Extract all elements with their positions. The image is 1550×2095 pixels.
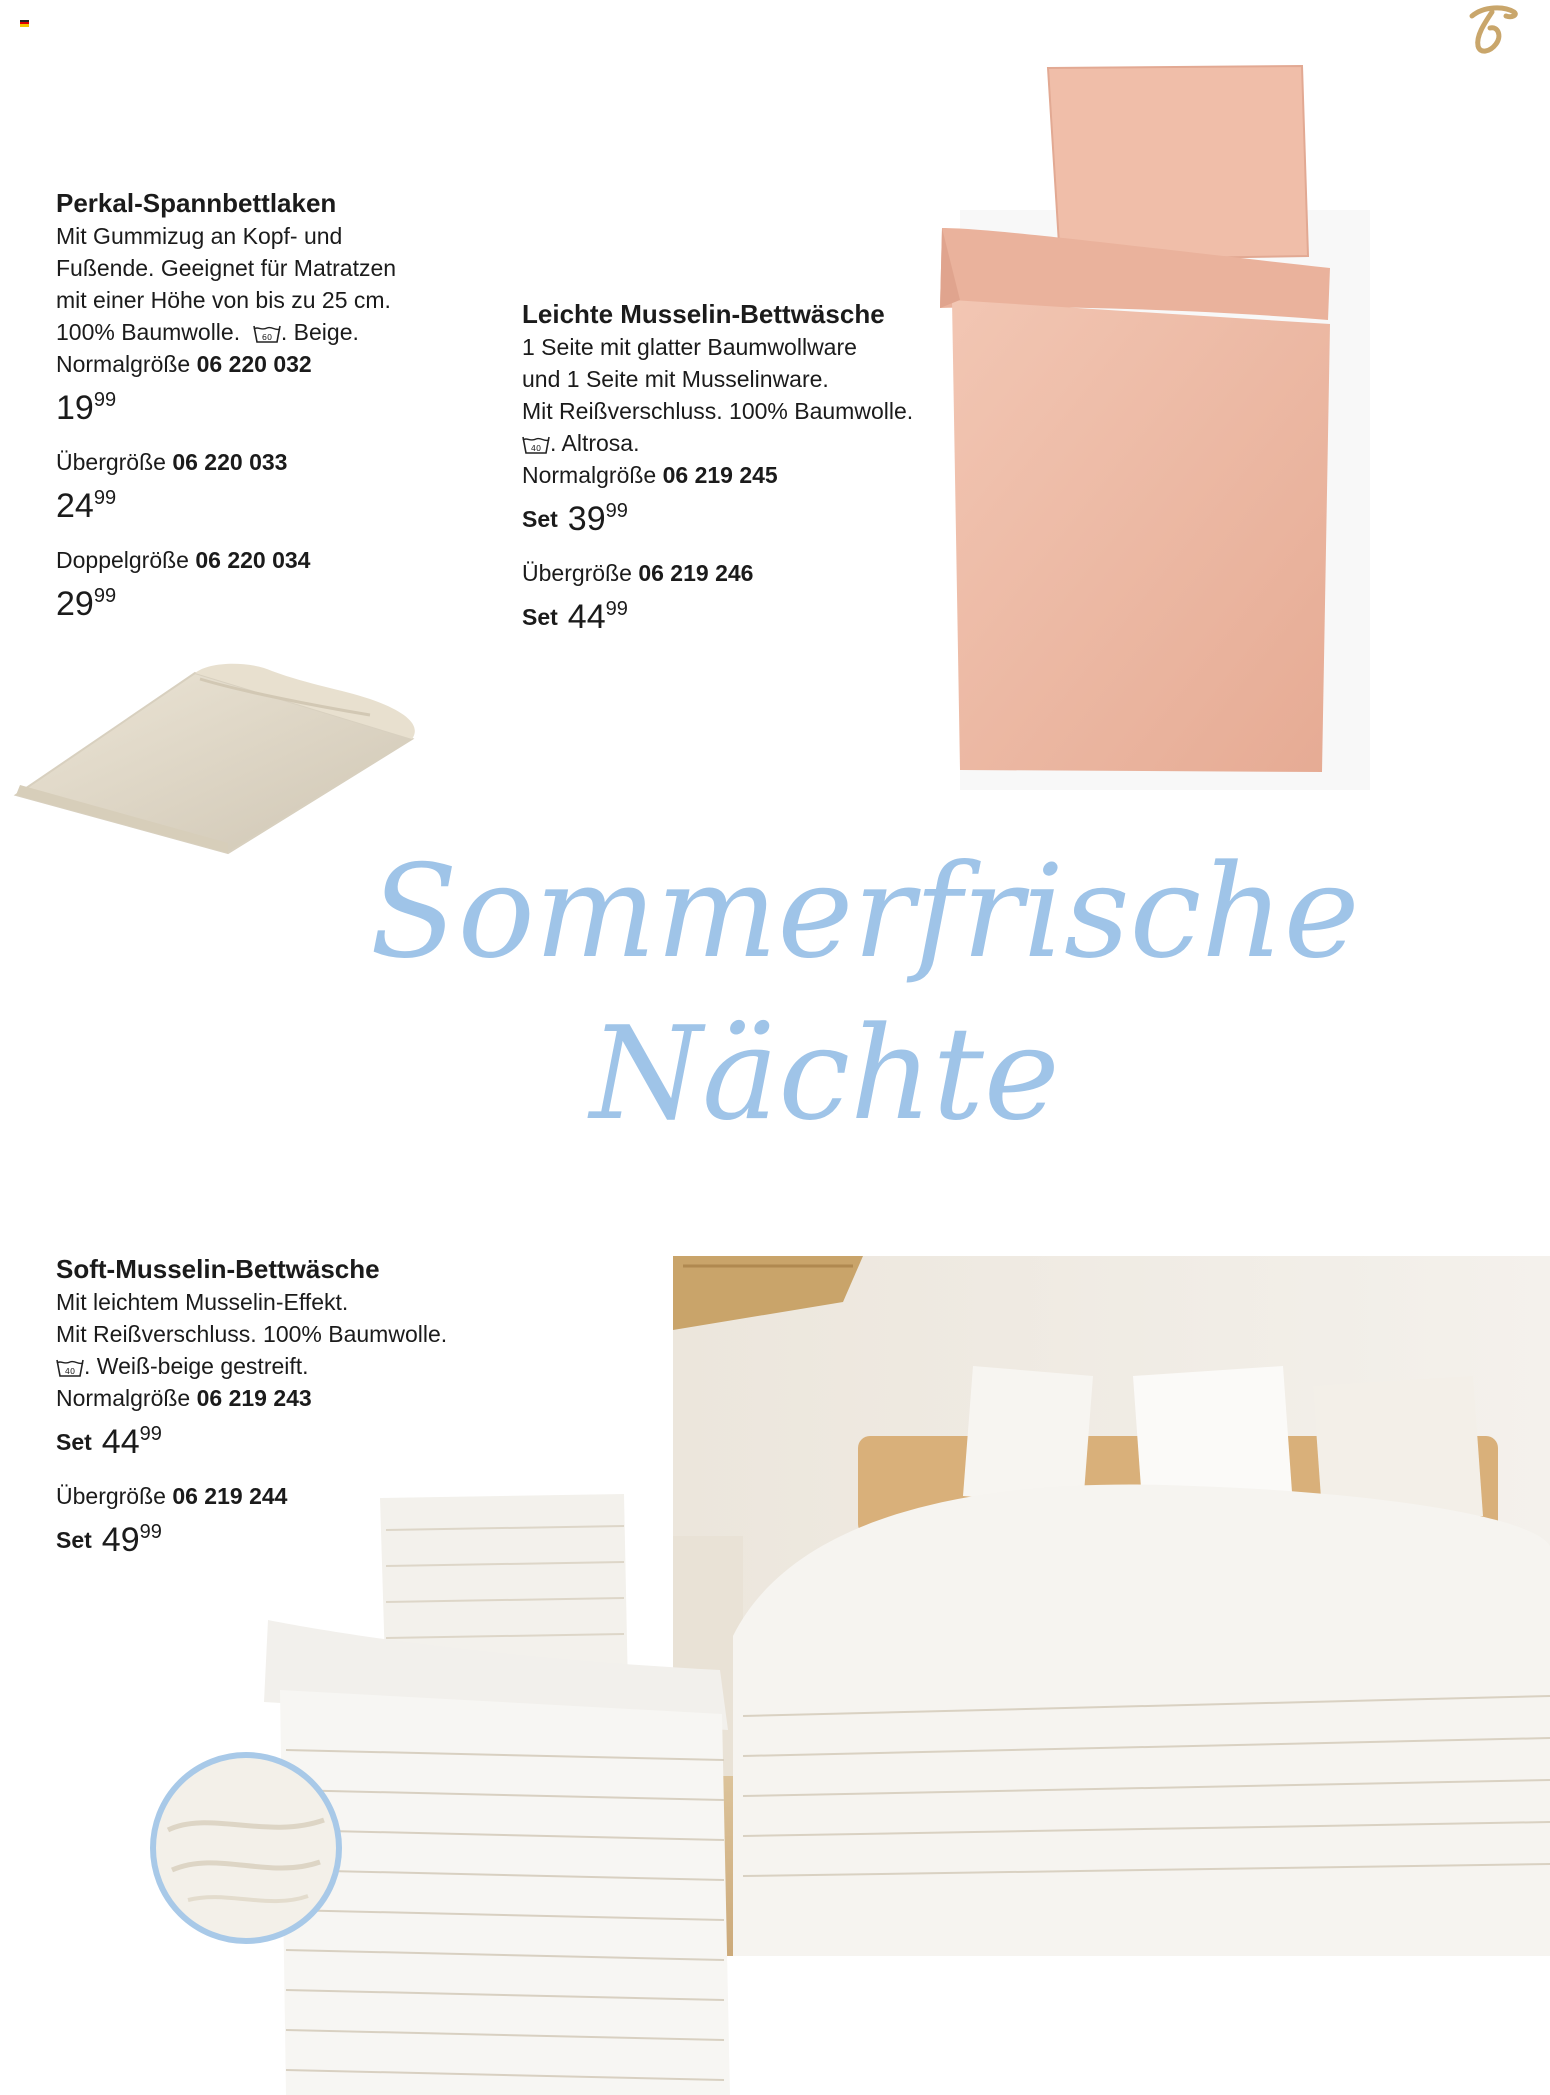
wash-icon bbox=[522, 435, 550, 455]
product-spannbettlaken bbox=[56, 186, 456, 624]
product-desc: 40 . Weiß-beige gestreift. bbox=[56, 1350, 496, 1382]
size-row: Normalgröße 06 219 245 bbox=[522, 462, 778, 488]
svg-text:40: 40 bbox=[64, 1366, 76, 1376]
size-row: Normalgröße 06 219 243 bbox=[56, 1385, 312, 1411]
product-desc: Fußende. Geeignet für Matratzen bbox=[56, 255, 397, 281]
product-desc: Mit Reißverschluss. 100% Baumwolle. bbox=[522, 398, 914, 424]
product-title: Soft-Musselin-Bettwäsche bbox=[56, 1254, 380, 1284]
price: Set $49^{99}$ bbox=[56, 1520, 162, 1559]
headline-line2: Nächte bbox=[590, 1000, 1060, 1149]
wash-icon bbox=[253, 324, 281, 344]
product-desc: mit einer Höhe von bis zu 25 cm. bbox=[56, 287, 391, 313]
flag-icon bbox=[20, 20, 29, 27]
product-desc: Mit leichtem Musselin-Effekt. bbox=[56, 1289, 349, 1315]
product-leichte-musselin bbox=[522, 297, 942, 637]
tchibo-logo bbox=[1462, 2, 1522, 58]
size-row: Übergröße 06 219 244 bbox=[56, 1483, 288, 1509]
price: Set $44^{99}$ bbox=[522, 597, 628, 636]
product-desc: Mit Gummizug an Kopf- und bbox=[56, 223, 343, 249]
product-desc: 40 . Altrosa. bbox=[522, 427, 942, 459]
size-row: Doppelgröße 06 220 034 bbox=[56, 547, 311, 573]
svg-text:40: 40 bbox=[530, 443, 542, 453]
size-row: Übergröße 06 220 033 bbox=[56, 449, 288, 475]
svg-text:60: 60 bbox=[261, 332, 272, 342]
price: $29^{99}$ bbox=[56, 584, 117, 623]
fitted-sheet-image bbox=[10, 655, 430, 855]
product-title: Perkal-Spannbettlaken bbox=[56, 188, 337, 218]
price: $24^{99}$ bbox=[56, 486, 117, 525]
fabric-detail-circle bbox=[148, 1750, 344, 1946]
wash-icon bbox=[56, 1358, 84, 1378]
product-desc: Mit Reißverschluss. 100% Baumwolle. bbox=[56, 1321, 448, 1347]
product-title: Leichte Musselin-Bettwäsche bbox=[522, 299, 885, 329]
product-desc: 100% Baumwolle. 60 . Beige. bbox=[56, 319, 359, 345]
bedroom-photo bbox=[673, 1256, 1550, 1991]
price: Set $44^{99}$ bbox=[56, 1422, 162, 1461]
product-desc: 1 Seite mit glatter Baumwollware bbox=[522, 334, 857, 360]
product-desc: und 1 Seite mit Musselinware. bbox=[522, 366, 829, 392]
price: Set $39^{99}$ bbox=[522, 499, 628, 538]
headline-line1: Sommerfrische bbox=[370, 838, 1360, 987]
size-row: Übergröße 06 219 246 bbox=[522, 560, 754, 586]
price: $19^{99}$ bbox=[56, 388, 117, 427]
size-row: Normalgröße 06 220 032 bbox=[56, 351, 312, 377]
rose-bedding-image bbox=[930, 60, 1410, 790]
